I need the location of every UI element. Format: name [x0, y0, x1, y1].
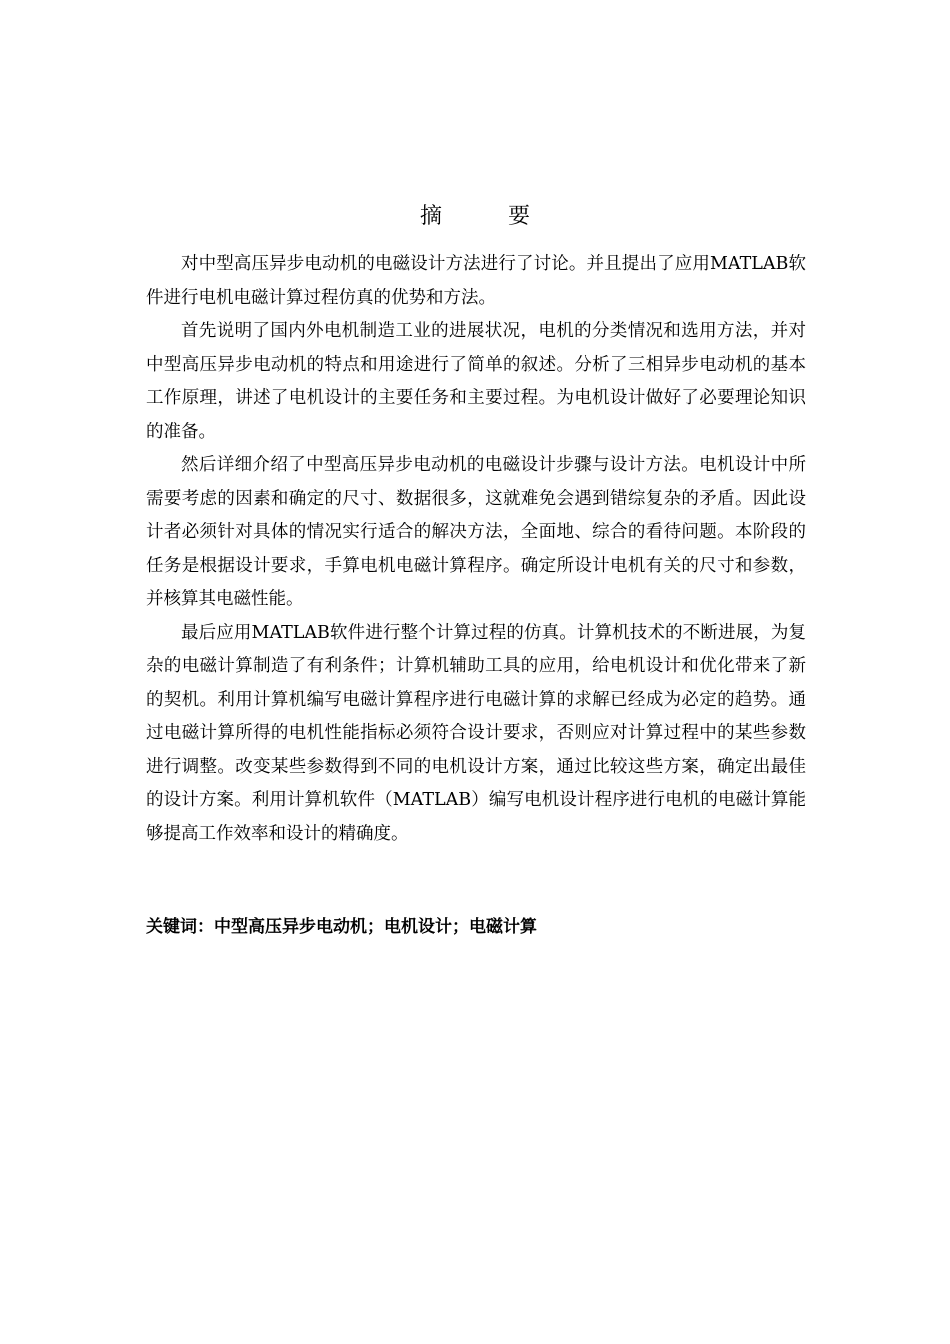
abstract-body	[146, 248, 806, 851]
abstract-paragraph-4: 最后应用MATLAB软件进行整个计算过程的仿真。计算机技术的不断进展，为复杂的电磁计算制造了有利条件；计算机辅助工具的应用，给电机设计和优化带来了新的契机。利用计算机编写电磁计算程序进行电磁计算的求解已经成为必定的趋势。通过电磁计算所得的电机性能指标必须符合设计要求，否则应对计算过程中的某些参数进行调整。改变某些参数得到不同的电机设计方案，通过比较这些方案，确定出最佳的设计方案。利用计算机软件（MATLAB）编写电机设计程序进行电机的电磁计算能够提高工作效率和设计的精确度。	[146, 622, 806, 844]
keywords-line: 关键词：中型高压异步电动机；电机设计；电磁计算	[146, 917, 537, 937]
abstract-paragraph-2: 首先说明了国内外电机制造工业的进展状况，电机的分类情况和选用方法，并对中型高压异步电动机的特点和用途进行了简单的叙述。分析了三相异步电动机的基本工作原理，讲述了电机设计的主要任务和主要过程。为电机设计做好了必要理论知识的准备。	[146, 321, 806, 442]
abstract-title: 摘 要	[419, 204, 552, 229]
abstract-paragraph-3: 然后详细介绍了中型高压异步电动机的电磁设计步骤与设计方法。电机设计中所需要考虑的因素和确定的尺寸、数据很多，这就难免会遇到错综复杂的矛盾。因此设计者必须针对具体的情况实行适合的解决方法，全面地、综合的看待问题。本阶段的任务是根据设计要求，手算电机电磁计算程序。确定所设计电机有关的尺寸和参数，并核算其电磁性能。	[146, 455, 806, 609]
abstract-paragraph-1: 对中型高压异步电动机的电磁设计方法进行了讨论。并且提出了应用MATLAB软件进行电机电磁计算过程仿真的优势和方法。	[146, 254, 806, 308]
